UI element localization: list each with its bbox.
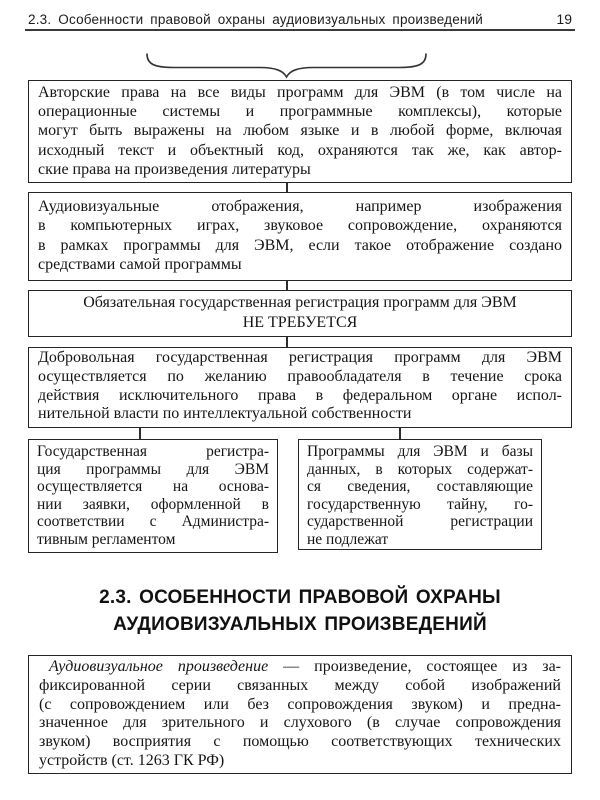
running-header xyxy=(28,11,572,27)
text-line: значенное для зрительного и слухового (в случае сопровождения xyxy=(39,714,561,732)
section-title xyxy=(0,584,600,638)
text-line: Авторские права на все виды программ для ЭВМ (в том числе на xyxy=(38,84,562,101)
curly-brace-down-icon xyxy=(144,51,429,79)
text-line: государственную тайну, го- xyxy=(307,495,533,513)
text-line: в рамках программы для ЭВМ, если такое отображение создано xyxy=(38,236,562,254)
flow-box-voluntary-registration xyxy=(28,347,572,428)
text-line: Добровольная государственная регистрация программ для ЭВМ xyxy=(38,349,562,366)
text-line: (с сопровождением или без сопровождения звуком) и предна- xyxy=(39,695,561,713)
header-rule-divider xyxy=(25,29,575,31)
text-line: ция программы для ЭВМ xyxy=(37,460,269,478)
text-line: фиксированной серии связанных между собой изображений xyxy=(39,676,561,694)
text-line: нии заявки, оформленной в xyxy=(37,495,269,513)
text-line: ся сведения, составляющие xyxy=(307,478,533,496)
definition-term: Аудиовизуальное произведение xyxy=(49,658,269,675)
text-line: Программы для ЭВМ и базы xyxy=(307,443,533,460)
text-line: в компьютерных играх, звуковое сопровождение, охраняются xyxy=(38,217,562,235)
text-line: осуществляется на основа- xyxy=(37,478,269,496)
section-title-line: АУДИОВИЗУАЛЬНЫХ ПРОИЗВЕДЕНИЙ xyxy=(113,614,487,635)
connector-line xyxy=(139,428,141,439)
text-line: соответствии с Администра- xyxy=(37,513,269,531)
text-line: НЕ ТРЕБУЕТСЯ xyxy=(242,313,358,331)
text-line: Аудиовизуальные отображения, например изображения xyxy=(38,198,562,215)
text-line: Государственная регистра- xyxy=(37,443,269,460)
running-header-title: 2.3. Особенности правовой охраны аудиовизуальных произведений xyxy=(28,12,484,27)
text-line: средствами самой программы xyxy=(38,256,242,274)
text-line: не подлежат xyxy=(307,530,389,548)
text-line: тивным регламентом xyxy=(37,530,176,548)
text-line: Аудиовизуальное произведение — произведение, состоящее из за- xyxy=(49,658,562,675)
text-line: Обязательная государственная регистрация программ для ЭВМ xyxy=(83,294,517,311)
text-line: осуществляется по желанию правообладателя в течение срока xyxy=(38,367,562,385)
text-line: операционные системы и программные комплексы), которые xyxy=(38,103,562,121)
text-line: звуком) восприятия с помощью соответствующих технических xyxy=(39,733,561,751)
text-line: действия исключительного права в федеральном органе испол- xyxy=(38,386,562,404)
definition-box xyxy=(28,655,572,774)
flow-box-registration-application xyxy=(28,439,278,553)
flow-box-mandatory-registration-not-required xyxy=(28,290,572,337)
connector-line xyxy=(286,337,288,347)
connector-line xyxy=(399,428,401,439)
section-title-line: 2.3. ОСОБЕННОСТИ ПРАВОВОЙ ОХРАНЫ xyxy=(99,587,501,608)
connector-line xyxy=(286,281,288,290)
page-number: 19 xyxy=(556,11,572,27)
flow-box-computer-program-copyright xyxy=(28,80,572,183)
text-line: ские права на произведения литературы xyxy=(38,160,311,178)
text-line: данных, в которых содержат- xyxy=(307,460,533,478)
flow-box-audiovisual-displays xyxy=(28,192,572,281)
text-line: сударственной регистрации xyxy=(307,513,533,531)
text-line: могут быть выражены на любом языке и в любой форме, включая xyxy=(38,122,562,140)
flow-box-state-secret-programs xyxy=(298,439,542,550)
text-line: нительной власти по интеллектуальной собственности xyxy=(38,405,412,423)
connector-line xyxy=(286,183,288,192)
text-line: устройств (ст. 1263 ГК РФ) xyxy=(39,751,225,769)
text-line: исходный текст и объектный код, охраняются так же, как автор- xyxy=(38,141,562,159)
